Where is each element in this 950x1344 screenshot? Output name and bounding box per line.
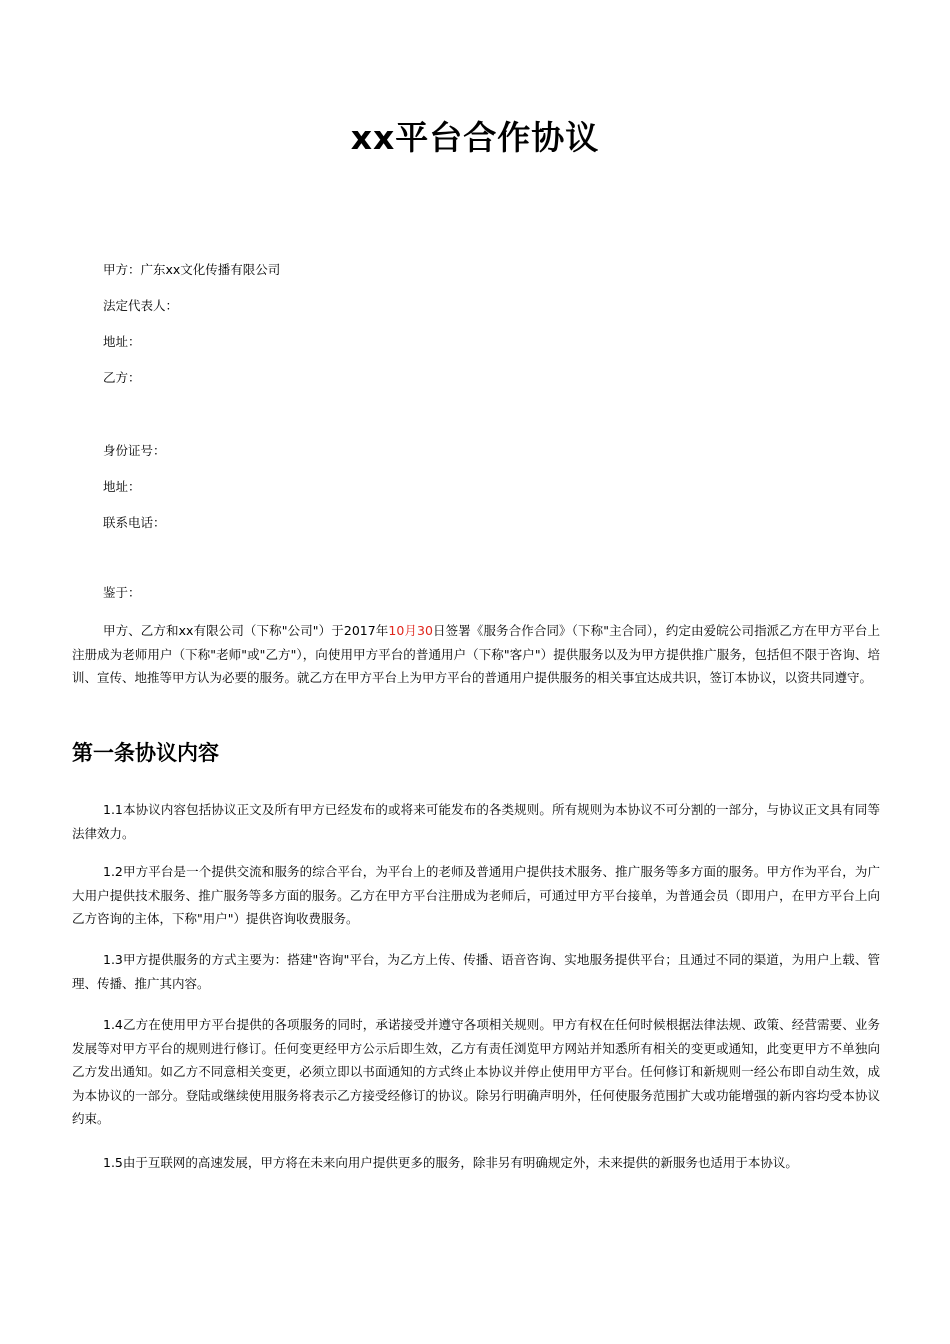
party-a-name: 甲方：广东xx文化传播有限公司 — [103, 262, 281, 277]
party-a-address: 地址： — [103, 334, 141, 349]
clause-1-2: 1.2甲方平台是一个提供交流和服务的综合平台，为平台上的老师及普通用户提供技术服务、推广服务等多方面的服务。甲方作为平台，为广大用户提供技术服务、推广服务等多方面的服务。乙方在甲方平台注册成为老师后，可通过甲方平台接单，为普通会员（即用户，在甲方平台上向乙方咨询的主体，下称"用户"）提供咨询收费服务。 — [72, 864, 880, 926]
clause-1-3: 1.3甲方提供服务的方式主要为：搭建"咨询"平台，为乙方上传、传播、语音咨询、实地服务提供平台；且通过不同的渠道，为用户上载、管理、传播、推广其内容。 — [72, 952, 880, 991]
party-b-id-number: 身份证号： — [103, 443, 166, 458]
recital-month: 10月 — [388, 623, 418, 638]
party-b-phone: 联系电话： — [103, 515, 166, 530]
recital-text-1: 甲方、乙方和xx有限公司（下称"公司"）于2017年 — [103, 623, 389, 638]
recital-text-2: 日签署《服务合作合同》（下称"主合同），约定由爱皖公司指派乙方在甲方平台上注册成为老师用户（下称"老师"或"乙方"），向使用甲方平台的普通用户（下称"客户"）提供服务以及为甲方提供推广服务，包括但不限于咨询、培训、宣传、地推等甲方认为必要的服务。就乙方在甲方平台上为甲方平台的普通用户提供服务的相关事宜达成共识，签订本协议，以资共同遵守。 — [72, 623, 881, 685]
recital-day: 30 — [417, 623, 433, 638]
document-title: xx平台合作协议 — [350, 118, 600, 157]
clause-1-4: 1.4乙方在使用甲方平台提供的各项服务的同时，承诺接受并遵守各项相关规则。甲方有权在任何时候根据法律法规、政策、经营需要、业务发展等对甲方平台的规则进行修订。任何变更经甲方公示后即生效，乙方有责任浏览甲方网站并知悉所有相关的变更或通知，此变更甲方不单独向乙方发出通知。如乙方不同意相关变更，必须立即以书面通知的方式终止本协议并停止使用甲方平台。任何修订和新规则一经公布即自动生效，成为本协议的一部分。登陆或继续使用服务将表示乙方接受经修订的协议。除另行明确声明外，任何使服务范围扩大或功能增强的新内容均受本协议约束。 — [72, 1017, 880, 1126]
clause-1-1: 1.1本协议内容包括协议正文及所有甲方已经发布的或将来可能发布的各类规则。所有规则为本协议不可分割的一部分，与协议正文具有同等法律效力。 — [72, 802, 880, 841]
party-a-legal-rep: 法定代表人： — [103, 298, 179, 313]
clause-1-5: 1.5由于互联网的高速发展，甲方将在未来向用户提供更多的服务，除非另有明确规定外，未来提供的新服务也适用于本协议。 — [103, 1155, 798, 1170]
whereas-label: 鉴于： — [103, 585, 141, 600]
party-b-label: 乙方： — [103, 370, 141, 385]
party-b-address: 地址： — [103, 479, 141, 494]
recital-paragraph — [72, 619, 880, 690]
section-heading: 第一条协议内容 — [72, 741, 219, 765]
